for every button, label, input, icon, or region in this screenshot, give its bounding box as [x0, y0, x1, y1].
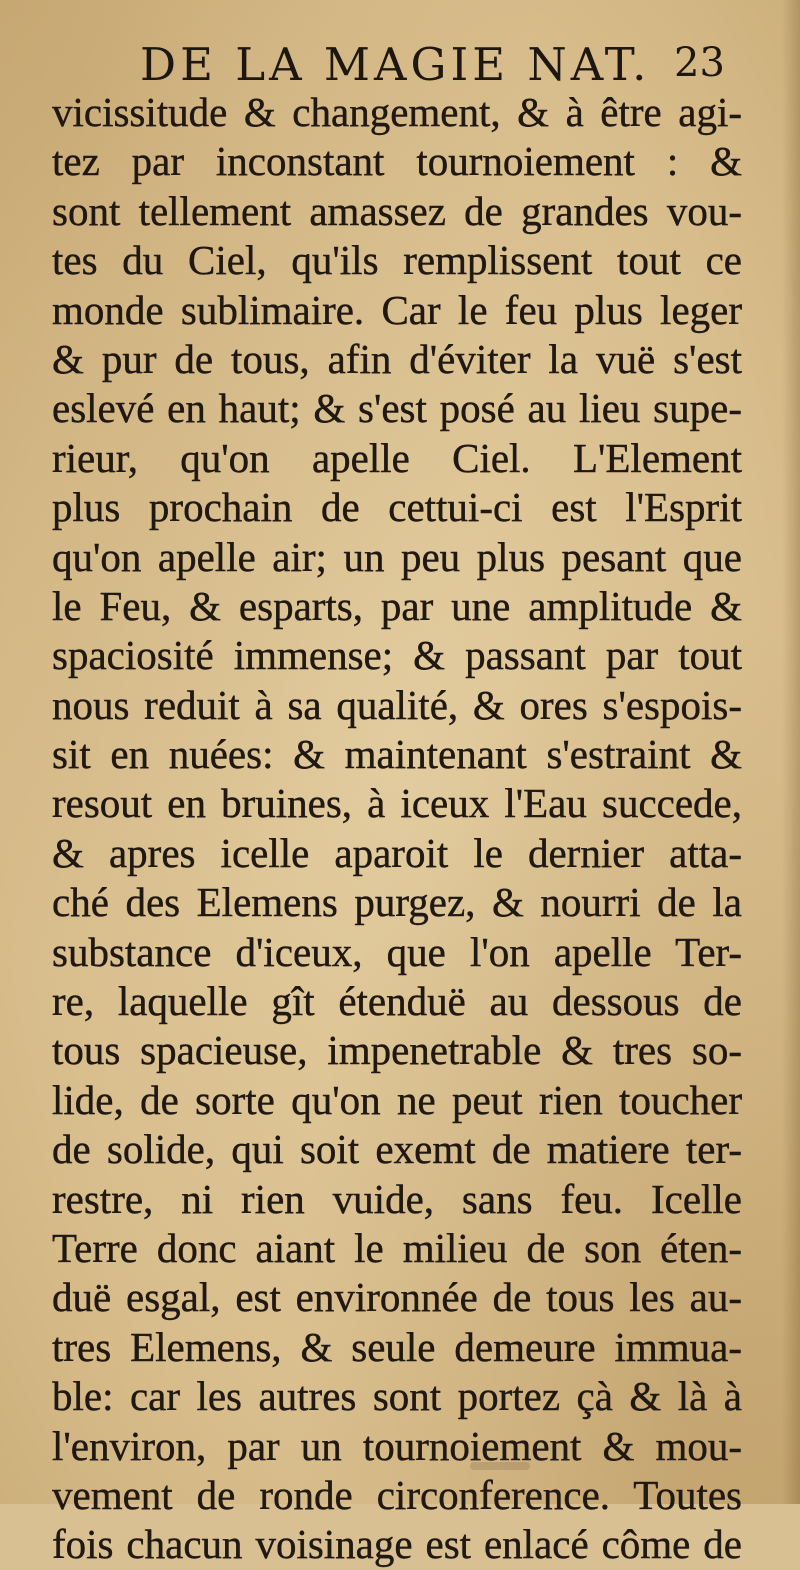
- text-line: monde sublimaire. Car le feu plus leger: [52, 286, 742, 333]
- text-line: & pur de tous, afin d'éviter la vuë s'est: [52, 335, 742, 382]
- text-line: tres Elemens, & seule demeure immua-: [52, 1323, 742, 1370]
- ink-smudge: [470, 1462, 530, 1470]
- text-line: eslevé en haut; & s'est posé au lieu supe-: [52, 385, 742, 432]
- body-text: [52, 88, 742, 1570]
- text-line: & apres icelle aparoit le dernier atta-: [52, 829, 742, 876]
- text-line: tes du Ciel, qu'ils remplissent tout ce: [52, 237, 742, 284]
- running-head: DE LA MAGIE NAT.: [140, 38, 651, 91]
- text-line: nous reduit à sa qualité, & ores s'espois-: [52, 681, 742, 728]
- page-number: 23: [674, 40, 725, 86]
- text-line: Terre donc aiant le milieu de son éten-: [52, 1224, 742, 1271]
- text-line: ble: car les autres sont portez çà & là à: [52, 1373, 742, 1420]
- text-line: sont tellement amassez de grandes vou-: [52, 187, 742, 234]
- text-line: substance d'iceux, que l'on apelle Ter-: [52, 928, 742, 975]
- text-line: l'environ, par un tournoiement & mou-: [52, 1422, 742, 1469]
- text-line: restre, ni rien vuide, sans feu. Icelle: [52, 1175, 742, 1222]
- text-line: lide, de sorte qu'on ne peut rien toucher: [52, 1076, 742, 1123]
- text-line: ché des Elemens purgez, & nourri de la: [52, 879, 742, 926]
- text-line: vicissitude & changement, & à être agi-: [52, 89, 742, 135]
- text-line: rieur, qu'on apelle Ciel. L'Element: [52, 434, 742, 481]
- text-line: le Feu, & esparts, par une amplitude &: [52, 582, 742, 629]
- text-line: qu'on apelle air; un peu plus pesant que: [52, 533, 742, 580]
- text-line: fois chacun voisinage est enlacé côme de: [52, 1521, 742, 1568]
- text-line: tez par inconstant tournoiement : &: [52, 138, 742, 185]
- text-line: de solide, qui soit exemt de matiere ter-: [52, 1126, 742, 1173]
- text-line: sit en nuées: & maintenant s'estraint &: [52, 731, 742, 778]
- text-line: plus prochain de cettui-ci est l'Esprit: [52, 484, 742, 531]
- text-line: vement de ronde circonference. Toutes: [52, 1471, 742, 1518]
- text-line: duë esgal, est environnée de tous les au-: [52, 1274, 742, 1321]
- page-edge-shadow: [782, 0, 800, 1504]
- text-line: spaciosité immense; & passant par tout: [52, 632, 742, 679]
- text-line: tous spacieuse, impenetrable & tres so-: [52, 1027, 742, 1074]
- text-line: resout en bruines, à iceux l'Eau succede,: [52, 780, 742, 827]
- text-line: re, laquelle gît étenduë au dessous de: [52, 978, 742, 1025]
